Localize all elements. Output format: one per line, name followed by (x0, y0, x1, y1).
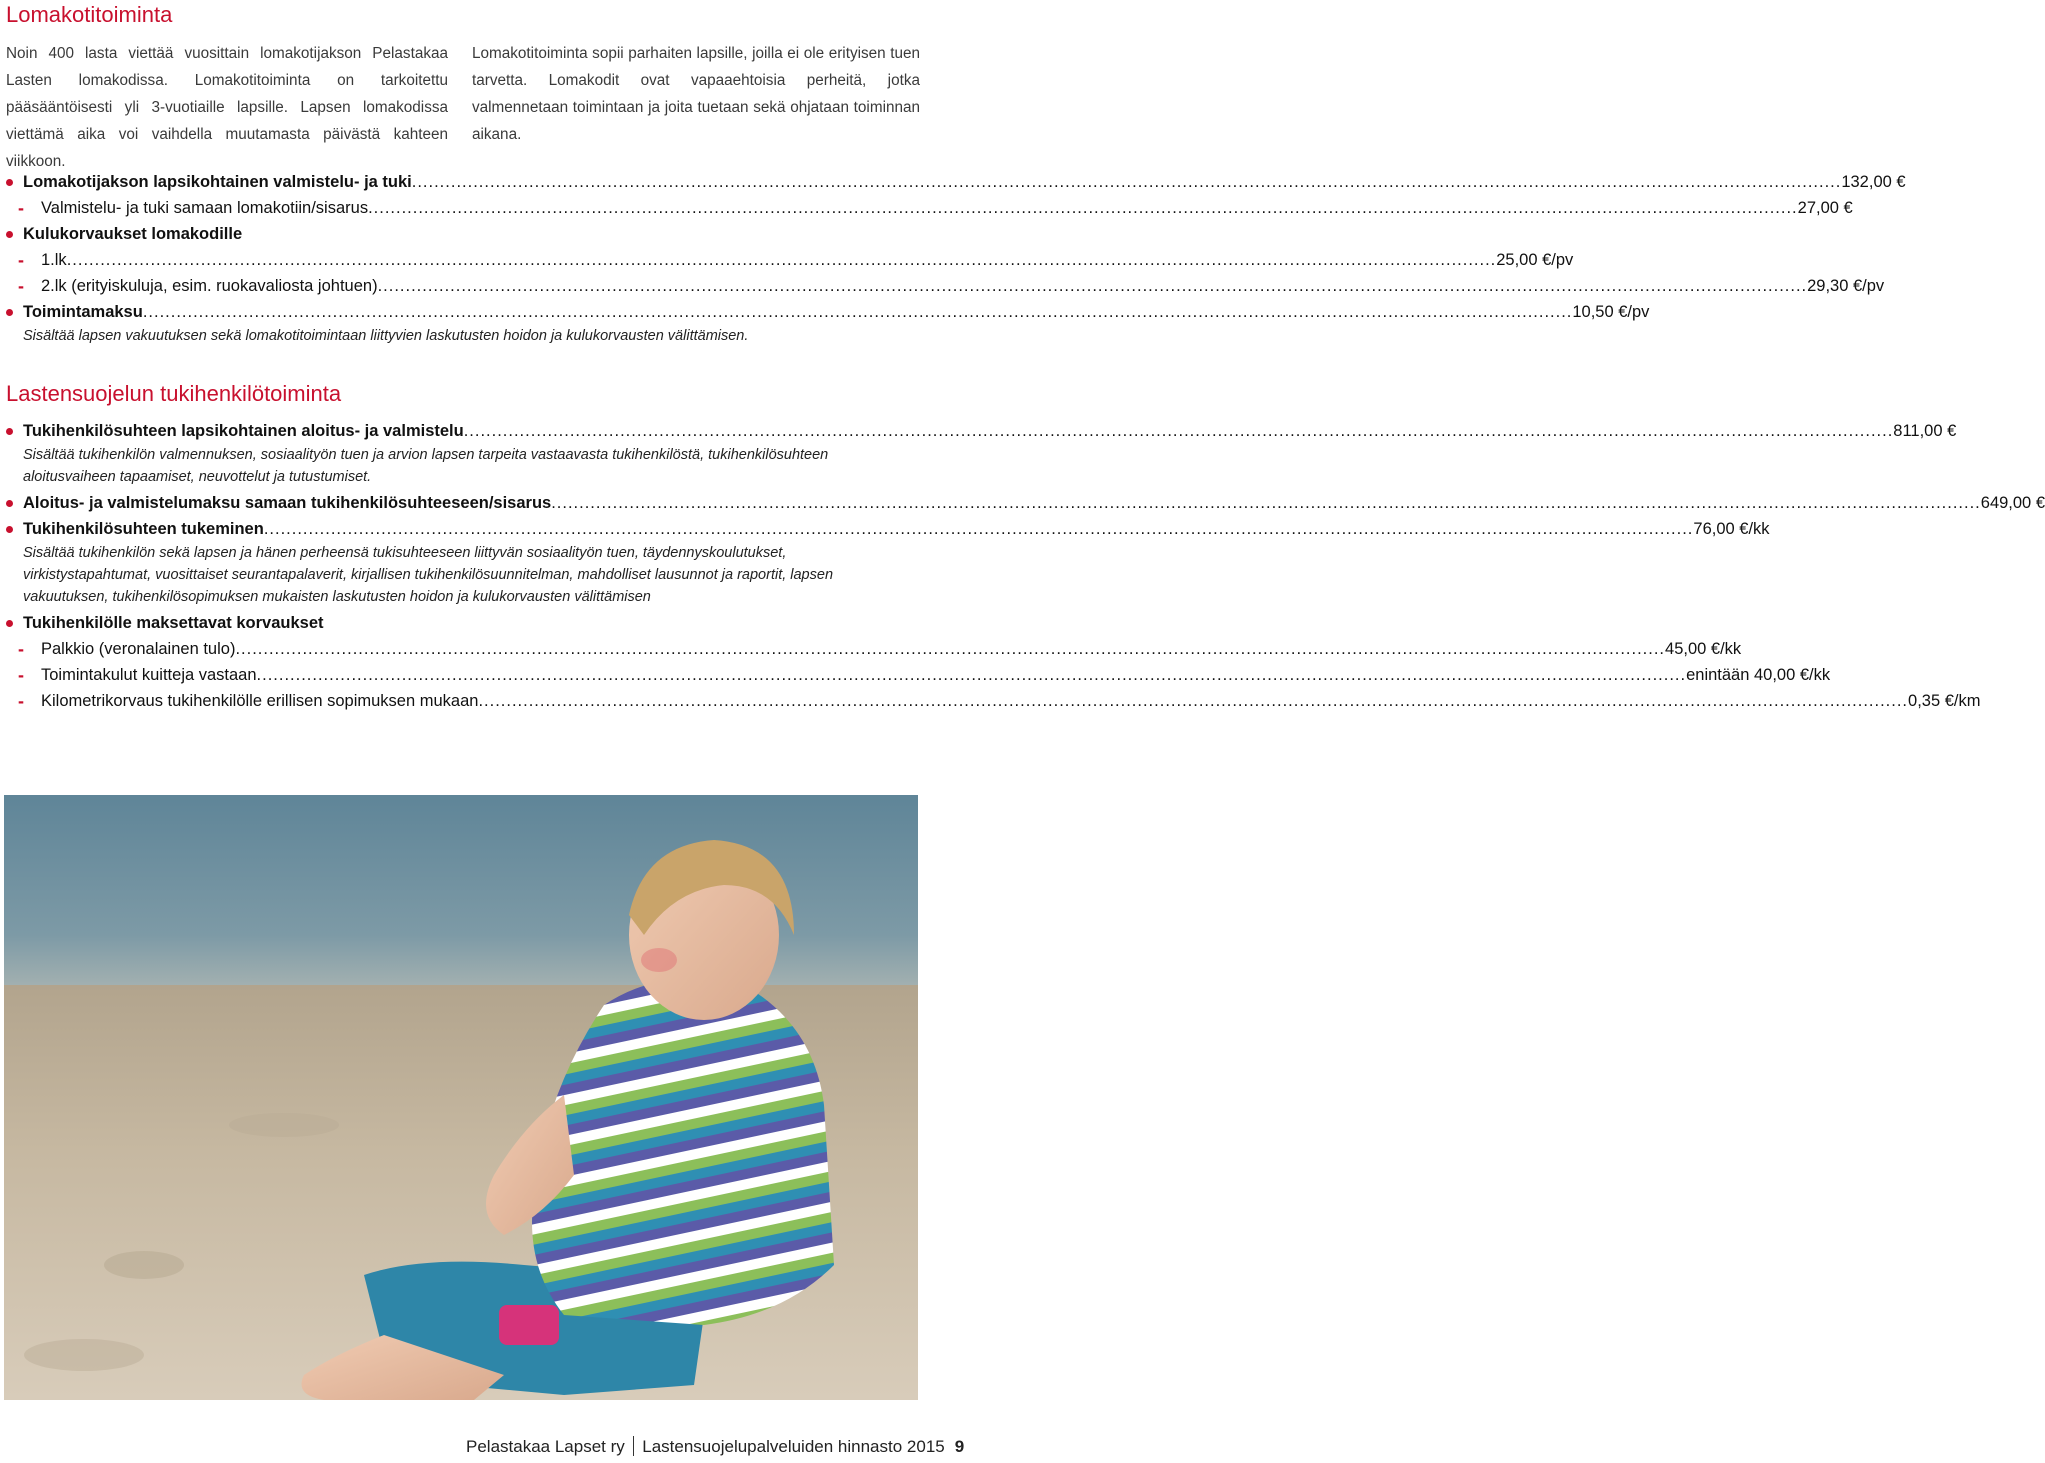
dot-leader (67, 247, 1497, 273)
price-value: 132,00 € (1841, 173, 1906, 191)
price-row (6, 516, 1770, 542)
price-label: Kulukorvaukset lomakodille (23, 225, 243, 243)
footer-document-title: Lastensuojelupalveluiden hinnasto 2015 (642, 1437, 945, 1456)
price-note: Sisältää lapsen vakuutuksen sekä lomakotitoimintaan liittyvien laskutusten hoidon ja kulukorvausten välittämisen. (23, 328, 749, 344)
dot-leader (551, 490, 1981, 516)
price-row (6, 662, 1831, 688)
bullet-icon (6, 620, 13, 627)
price-row (6, 195, 1853, 221)
price-value: enintään 40,00 €/kk (1686, 666, 1831, 684)
tukihenkilo-price-list (6, 418, 2045, 714)
dash-icon: - (18, 276, 24, 296)
price-value: 27,00 € (1797, 199, 1853, 217)
dot-leader (464, 418, 1894, 444)
footprint (229, 1113, 339, 1137)
dot-leader (257, 662, 1687, 688)
section-title-tukihenkilotoiminta: Lastensuojelun tukihenkilötoiminta (6, 381, 342, 406)
price-label: Palkkio (veronalainen tulo) (41, 640, 236, 658)
price-row (6, 688, 1981, 714)
price-label: Tukihenkilölle maksettavat korvaukset (23, 614, 324, 632)
footer-separator (633, 1436, 635, 1456)
price-row (6, 221, 910, 247)
price-value: 76,00 €/kk (1693, 520, 1770, 538)
bullet-icon (6, 428, 13, 435)
dot-leader (478, 688, 1908, 714)
price-row (6, 299, 1650, 325)
dash-icon: - (18, 665, 24, 685)
price-row (6, 247, 1574, 273)
price-label: Toimintakulut kuitteja vastaan (41, 666, 257, 684)
price-row (6, 490, 2045, 516)
bullet-icon (6, 231, 13, 238)
dot-leader (235, 636, 1665, 662)
bullet-icon (6, 526, 13, 533)
price-label: Tukihenkilösuhteen tukeminen (23, 520, 264, 538)
intro-left-paragraph: Noin 400 lasta viettää vuosittain lomakotijakson Pelastakaa Lasten lomakodissa. Lomakotitoiminta on tarkoitettu pääsääntöisesti yli 3-vuotiaille lapsille. Lapsen lomakodissa viettämä aika voi vaihdella muutamasta päivästä kahteen viikkoon. (6, 45, 448, 170)
price-value: 649,00 € (1980, 494, 2045, 512)
price-label: Lomakotijakson lapsikohtainen valmistelu- ja tuki (23, 173, 412, 191)
bullet-icon (6, 500, 13, 507)
dot-leader (378, 273, 1808, 299)
page-footer (466, 1436, 964, 1457)
dot-leader (143, 299, 1573, 325)
dash-icon: - (18, 250, 24, 270)
lomakoti-price-list (6, 169, 1906, 349)
price-label: Kilometrikorvaus tukihenkilölle erillisen sopimuksen mukaan (41, 692, 479, 710)
price-note: Sisältää tukihenkilön sekä lapsen ja hänen perheensä tukisuhteeseen liittyvän sosiaalityön tuen, täydennyskoulutukset, virkistystapahtumat, vuosittaiset seurantapalaverit, kirjallisen tukihenkilösuunnitelman, mahdolliset lausunnot ja raportit, lapsen vakuutuksen, tukihenkilösopimuksen mukaisten laskutusten hoidon ja kulukorvausten välittämisen (23, 545, 834, 605)
price-row (6, 610, 910, 636)
bullet-icon (6, 309, 13, 316)
price-label: 1.lk (41, 251, 67, 269)
page-number: 9 (954, 1437, 965, 1456)
pink-toy (499, 1305, 559, 1345)
price-value: 45,00 €/kk (1665, 640, 1742, 658)
price-row (6, 273, 1885, 299)
footer-publisher: Pelastakaa Lapset ry (466, 1437, 625, 1456)
child-cheek (641, 948, 677, 972)
footprint (24, 1339, 144, 1371)
section-title-lomakotitoiminta: Lomakotitoiminta (6, 2, 173, 27)
price-row (6, 418, 1957, 444)
price-label: Valmistelu- ja tuki samaan lomakotiin/sisarus (41, 199, 369, 217)
dash-icon: - (18, 691, 24, 711)
price-row (6, 169, 1906, 195)
footprint (104, 1251, 184, 1279)
dot-leader (368, 195, 1798, 221)
child-on-beach-photo (4, 795, 918, 1400)
bullet-icon (6, 179, 13, 186)
dash-icon: - (18, 198, 24, 218)
price-label: Tukihenkilösuhteen lapsikohtainen aloitus- ja valmistelu (23, 422, 464, 440)
price-label: Toimintamaksu (23, 303, 143, 321)
price-note: Sisältää tukihenkilön valmennuksen, sosiaalityön tuen ja arvion lapsen tarpeita vastaavasta tukihenkilöstä, tukihenkilösuhteen aloitusvaiheen tapaamiset, neuvottelut ja tutustumiset. (23, 447, 829, 485)
dot-leader (264, 516, 1694, 542)
price-label: 2.lk (erityiskuluja, esim. ruokavaliosta johtuen) (41, 277, 378, 295)
price-label: Aloitus- ja valmistelumaksu samaan tukihenkilösuhteeseen/sisarus (23, 494, 552, 512)
intro-right-paragraph: Lomakotitoiminta sopii parhaiten lapsille, joilla ei ole erityisen tuen tarvetta. Lomakodit ovat vapaaehtoisia perheitä, jotka valmennetaan toimintaan ja joita tuetaan sekä ohjataan toiminnan aikana. (472, 45, 920, 143)
dot-leader (412, 169, 1842, 195)
price-value: 10,50 €/pv (1572, 303, 1650, 321)
price-value: 29,30 €/pv (1807, 277, 1885, 295)
price-value: 0,35 €/km (1908, 692, 1981, 710)
dash-icon: - (18, 639, 24, 659)
price-value: 25,00 €/pv (1496, 251, 1574, 269)
price-row (6, 636, 1742, 662)
price-value: 811,00 € (1893, 422, 1957, 440)
